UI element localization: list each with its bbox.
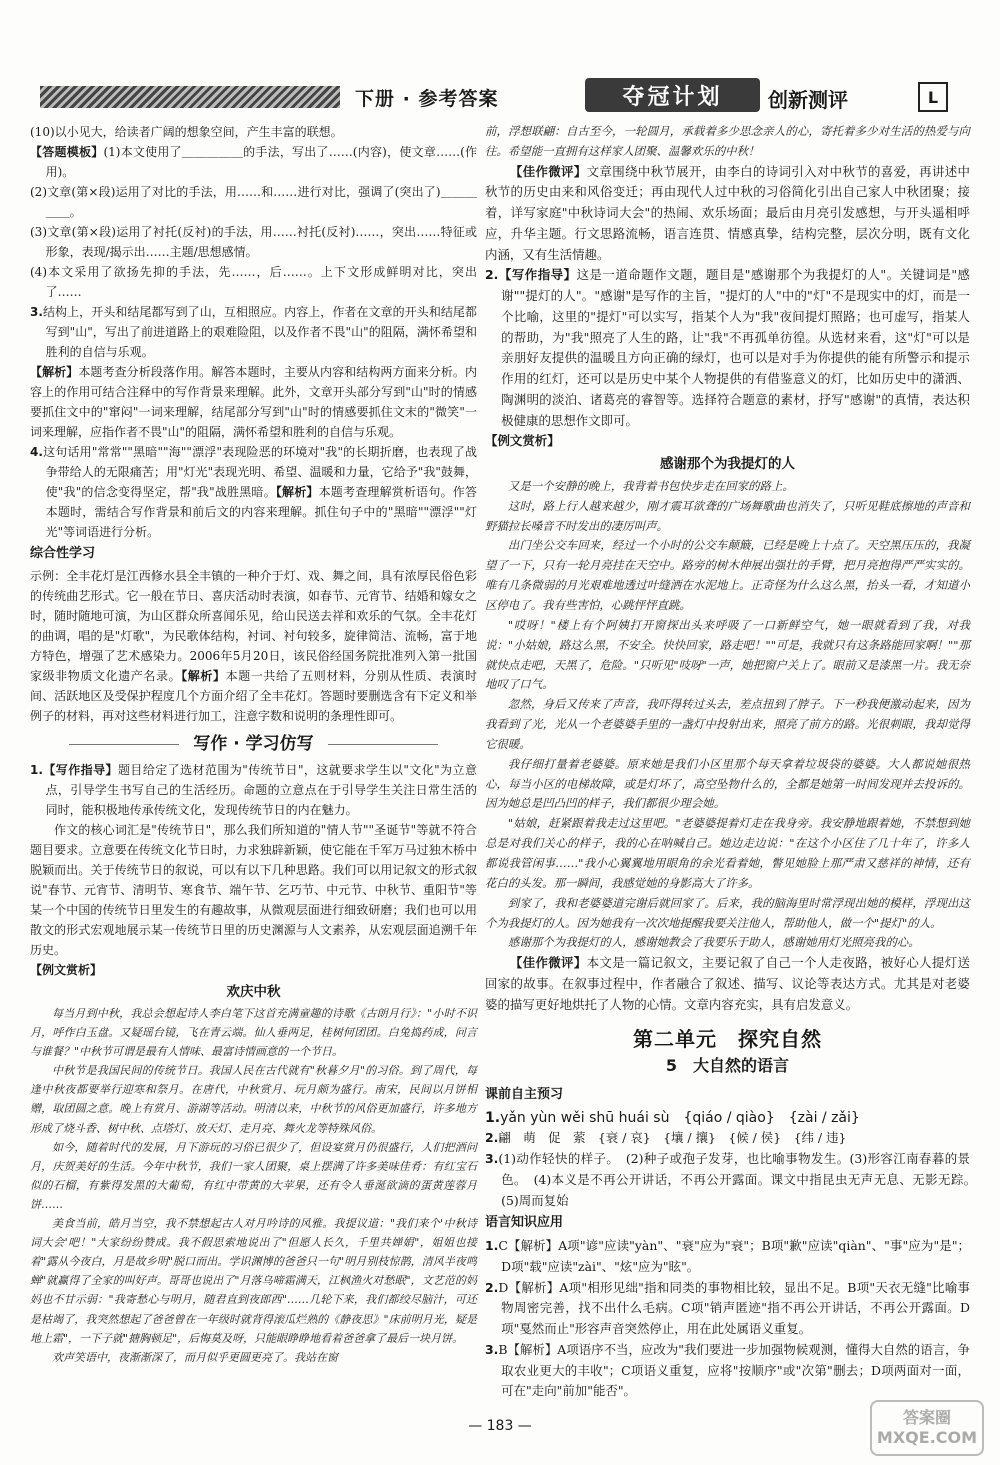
question-number: 1. — [30, 763, 43, 777]
essay-paragraph: "哎呀！"楼上有个阿姨打开窗探出头来呼吸了一口新鲜空气，她一眼就看到了我，对我说："小姑娘，路这么黑，不安全。快快回家，路走吧！""可是，我就只有这条路能回家啊！""那就快点走吧，天黑了，危险。"只听见"吱呀"一声，她把窗户关上了。眼前又是漆黑一片。我无奈地叹了口气。 — [485, 617, 970, 692]
tag-label: 【佳作微评】 — [509, 163, 587, 179]
watermark-url: MXQE.COM — [876, 1428, 978, 1447]
grade-mark: L — [918, 82, 948, 112]
essay-paragraph: 美食当前，皓月当空，我不禁想起古人对月吟诗的风雅。我提议道："我们来个'中秋诗词大会'吧！"大家纷纷赞成。我不假思索地说出了"但愿人长久，千里共婵娟"，姐姐也接着"露从今夜白，月是故乡明"脱口而出。学识渊博的爸爸只一句"明月别枝惊鹊，清风半夜鸣蝉"就赢得了全家的叫好声。哥哥也说出了"月落乌啼霜满天，江枫渔火对愁眠"，文艺范的妈妈也不甘示弱："我寄愁心与明月，随君直到夜郎西"……几轮下来，我们都绞尽脑汁，可还是枯竭了，我突然想起了爸爸曾在一年级时就背得滚瓜烂熟的《静夜思》"床前明月光，疑是地上霜"，一下子就"搪胸顿足"，后悔莫及呀，只能眼睁睁地看着爸爸拿了最后一块月饼。 — [30, 1217, 477, 1345]
essay-title: 欢庆中秋 — [226, 984, 281, 1000]
answer-item-4 — [30, 442, 477, 542]
question-number: 3. — [30, 305, 43, 319]
answer-paragraph: (4)本文采用了欲扬先抑的手法，先……，后……。上下文形成鲜明对比，突出了…… — [30, 265, 477, 299]
preview-heading: 课前自主预习 — [485, 1086, 564, 1102]
answer-text: yǎn yùn wěi shū huái sù {qiáo / qiào} {zài / zǎi} — [500, 1109, 860, 1126]
answer-text: 示例：全丰花灯是江西修水县全丰镇的一种介于灯、戏、舞之间，具有浓厚民俗色彩的传统曲艺形式。它一般在节日、喜庆活动时表演，如春节、元宵节、结婚和嫁女之时，随时随地可演，为山区群众所喜闻乐见，给山民送去祥和欢乐的气氛。全丰花灯的曲调，唱的是"灯歌"，为民歌体结构，衬词、衬句较多，旋律简洁、流畅，富于地方特色，增强了艺术感染力。2006年5月20日，该民俗经国务院批准列入第一批国家级非物质文化遗产名录。 — [30, 569, 477, 683]
essay-paragraph: 忽然，身后又传来了声音，我吓得转过头去，差点扭到了脖子。下一秒我便激动起来，因为我看到了光，光从一个老婆婆手里的一盏灯中投射出来，照亮了前方的路。光很刺眼，我却觉得它很暖。 — [485, 697, 970, 751]
essay-paragraph: 出门坐公交车回来，经过一个小时的公交车颠簸，已经是晚上十点了。天空黑压压的，我凝望了一下，只有一轮月亮挂在天空中。路旁的树木伸展出强壮的手臂，把月亮抱得严严实实的。唯有几条微弱的月光艰难地透过叶缝洒在水泥地上。正奇怪为什么这么黑，抬头一看，才知道小区停电了。我有些害怕，心跳怦怦直跳。 — [485, 538, 970, 612]
essay-paragraph: 欢声笑语中，夜渐渐深了，而月似乎更圆更亮了。我站在窗 — [52, 1350, 338, 1364]
answer-text: C【解析】A项"谚"应读"yàn"、"衰"应为"衰"；B项"歉"应读"qiàn"、"事"应为"是"；D项"载"应读"zài"、"炫"应为"眩"。 — [498, 1238, 970, 1274]
essay-paragraph: 感谢那个为我提灯的人，感谢她教会了我要乐于助人，感谢她用灯光照亮我的心。 — [507, 935, 920, 950]
essay-title: 感谢那个为我提灯的人 — [660, 456, 795, 473]
left-column — [30, 122, 477, 1367]
essay-paragraph: 如今，随着时代的发展，月下游玩的习俗已很少了，但设宴赏月仍很盛行，人们把酒问月，庆贺美好的生活。今年中秋节，我们一家人团聚，桌上摆满了许多美味佳肴：有红宝石似的石榴，有紫得发黑的大葡萄，有红中带黄的大苹果，还有令人垂涎欲滴的蛋黄莲蓉月饼…… — [30, 1140, 477, 1211]
header-stripe-decoration — [40, 86, 340, 108]
answer-text: 翩 萌 促 萦 {衰 / 哀} {壤 / 攘} {候 / 侯} {纬 / 违} — [498, 1130, 847, 1146]
preview-item-1 — [485, 1108, 970, 1129]
question-number: 2. — [485, 1279, 499, 1295]
comment-text: 本文是一篇记叙文，主要记叙了自己一个人走夜路，被好心人提灯送回家的故事。在叙事过程中，作者融合了叙述、描写、议论等表达方式。尤其是对老婆婆的描写更好地烘托了人物的心情。文章内容充实，具有启发意义。 — [485, 955, 970, 1012]
tag-label: 【解析】 — [181, 669, 226, 683]
essay-paragraph: 又是一个安静的晚上，我背着书包快步走在回家的路上。 — [507, 478, 794, 493]
page-number: — 183 — — [468, 1418, 532, 1434]
header-title: 下册 · 参考答案 — [355, 88, 499, 110]
answer-text: D【解析】A项"相形见绌"指和同类的事物相比较，显出不足。B项"天衣无缝"比喻事物周密完善，找不出什么毛病。C项"销声匿迹"指不再公开讲话，不再公开露面。D项"戛然而止"形容声音突然停止，用在此处属语义重复。 — [498, 1279, 970, 1337]
question-number: 2. — [485, 1130, 499, 1146]
question-number: 3. — [485, 1151, 499, 1167]
essay-body — [485, 122, 970, 162]
analysis-text: 本题一共给了五则材料，分别从性质、表演时间、活跃地区及受保护程度几个方面介绍了全丰花灯。答题时要删选含有下定义和举例子的材料，再对这些材料进行加工，注意字数和说明的条理性即可。 — [30, 669, 477, 723]
comment-text: 文章围绕中秋节展开，由李白的诗词引入对中秋节的喜爱，再讲述中秋节的历史由来和风俗变迁；再由现代人过中秋的习俗简化引出自己家人中秋团聚；接着，详写家庭"中秋诗词大会"的热闹、欢乐场面；最后由月亮引发感想，与开头遥相呼应，升华主题。行文思路流畅，语言连贯、情感真挚，结构完整，层次分明，既有文化内涵，又有生活情趣。 — [485, 163, 970, 262]
tag-label: 【佳作微评】 — [509, 955, 587, 971]
analysis-3 — [30, 362, 477, 442]
watermark-logo — [870, 1400, 984, 1456]
analysis-text: 本题考查分析段落作用。解答本题时，主要从内容和结构两方面来分析。内容上的作用可结合注释中的写作背景来理解。此外，文章开头部分写到"山"时的情感要抓住文中的"窜闷"一词来理解，结尾部分写到"山"时的情感要抓住文末的"微笑"一词来理解，应指作者不畏"山"的阻隔，满怀希望和胜利的自信与乐观。 — [30, 365, 477, 439]
answer-item-3 — [30, 302, 477, 362]
guide-paragraph: 作文的核心词汇是"传统节日"，那么我们所知道的"情人节""圣诞节"等就不符合题目要求。立意要在传统文化节日时，力求独辟新颖，使它能在千军万马过独木桥中脱颖而出。关于传统节日的叙说，可以有以下几种思路。我们可以用记叙文的形式叙说"春节、元宵节、清明节、寒食节、端午节、乞巧节、中元节、中秋节、重阳节"等某一个中国的传统节日里发生的有趣故事，从微观层面进行细致研磨；我们也可以用散文的形式宏观地展示某一传统节日里的历史渊源与人文素养，从宏观层面追溯千年历史。 — [30, 823, 477, 957]
header-subtitle: 创新测评 — [768, 88, 848, 112]
right-column — [485, 122, 983, 1402]
question-number: 2. — [485, 267, 499, 283]
essay-paragraph: 到家了，我和老婆婆道完谢后就回家了。后来，我的脑海里时常浮现出她的模样，浮现出这个为我提灯的人。因为她我有一次次地提醒我要关注他人，帮助他人，做一个"提灯"的人。 — [485, 895, 970, 930]
essay-paragraph: 前，浮想联翩：自古至今，一轮圆月，承载着多少思念亲人的心，寄托着多少对生活的热爱与向往。希望能一直拥有这样家人团聚、温馨欢乐的中秋！ — [485, 124, 970, 158]
tag-label: 【答题模板】 — [30, 145, 104, 159]
tag-label: 【写作指导】 — [42, 763, 118, 777]
writing-guide-1 — [30, 760, 477, 820]
answer-text: (1)动作轻快的样子。 (2)种子或孢子发芽，也比喻事物发生。(3)形容江南春暮的景色。 (4)本义是不再公开讲话，不再公开露面。课文中指昆虫无声无息、无影无踪。 (5)周而复始 — [498, 1151, 983, 1208]
question-number: 4. — [30, 445, 43, 459]
analysis-text: 本题考查理解赏析语句。作答本题时，需结合写作背景和前后文的内容来理解。抓住句子中的"黑暗""漂浮""灯光"等词语进行分析。 — [45, 485, 477, 539]
example-essay-tag: 【例文赏析】 — [30, 963, 103, 977]
answer-template — [30, 142, 477, 182]
tag-label: 【解析】 — [30, 365, 79, 379]
question-number: 1. — [485, 1238, 499, 1254]
guide-text: 题目给定了选材范围为"传统节日"，这就要求学生以"文化"为立意点，引导学生书写自己的生活经历。命题的立意点在于引导学生关注日常生活的同时，能积极地传承传统文化，发现传统节日的内在魅力。 — [45, 763, 477, 817]
language-application-heading: 语言知识应用 — [485, 1215, 564, 1231]
essay-body — [30, 1004, 477, 1367]
essay-comment — [485, 162, 970, 266]
page-header — [0, 78, 1000, 118]
guide-text: 这是一道命题作文题，题目是"感谢那个为我提灯的人"。关键词是"感谢""提灯的人"。"感谢"是写作的主旨，"提灯的人"中的"灯"不是现实中的灯，而是一个比喻，这里的"提灯"可以实写，指某个人为"我"夜间提灯照路；也可虚写，指某人的帮助，为"我"照亮了人生的路，让"我"不再孤单彷徨。从选材来看，这"灯"可以是亲朋好友提供的温暖且方向正确的绿灯，也可以是对手为你提供的能有所警示和提示作用的红灯，还可以是历史中某个人物提供的有借鉴意义的灯，比如历史中的潇洒、陶渊明的淡泊、诸葛亮的睿智等。选择符合题意的素材，抒写"感谢"的真情，表达积极健康的思想作文即可。 — [501, 267, 970, 428]
answer-text: (1)本文使用了＿＿＿＿＿的手法，写出了……(内容)，使文章……(作用)。 — [45, 145, 477, 179]
language-item-3 — [485, 1340, 970, 1402]
unit-title: 第二单元 探究自然 — [633, 1027, 822, 1052]
tag-label: 【写作指导】 — [498, 267, 577, 283]
language-item-2 — [485, 1278, 970, 1340]
essay-comment — [485, 953, 970, 1015]
answer-text: 结构上，开头和结尾都写到了山，互相照应。内容上，作者在文章的开头和结尾都写到"山"，写出了前进道路上的艰难险阻，以及作者不畏"山"的阻隔，满怀希望和胜利的自信与乐观。 — [42, 305, 477, 359]
essay-paragraph: 这时，路上行人越来越少，刚才震耳欲聋的广场舞歌曲也消失了，只听见鞋底擦地的声音和野猫拉长嗓音不时发出的凄厉叫声。 — [485, 498, 970, 533]
tag-label: 【解析】 — [275, 485, 319, 499]
answer-text: 这句话用"常常""黑暗""海""漂浮"表现险恶的环境对"我"的长期折磨，也表现了战争带给人的无限痛苦；用"灯光"表现光明、希望、温暖和力量，它给予"我"鼓舞，使"我"的信念变得坚定，帮"我"战胜黑暗。 — [42, 445, 477, 499]
essay-paragraph: 我仔细打量着老婆婆。原来她是我们小区里那个每天拿着垃圾袋的婆婆。大人都说她很热心，每当小区的电梯故障，或是灯坏了，高空坠物什么的，全都是她第一时间发现并去投诉的。因为她总是凹凸凹的样子，我们都很少理会她。 — [485, 756, 970, 811]
answer-paragraph: (10)以小见大，给读者广阔的想象空间，产生丰富的联想。 — [30, 125, 343, 139]
essay-paragraph: 中秋节是我国民间的传统节日。我国人民在古代就有"秋暮夕月"的习俗。到了周代，每逢中秋夜都要举行迎寒和祭月。在唐代，中秋赏月、玩月颇为盛行。南宋，民间以月饼相赠，取团圆之意。晚上有赏月、游湖等活动。明清以来，中秋节的风俗更加盛行，许多地方形成了烧斗香、树中秋、点塔灯、放天灯、走月亮、舞火龙等特殊风俗。 — [30, 1064, 477, 1135]
comprehensive-answer — [30, 566, 477, 726]
answer-paragraph: (3)文章(第×段)运用了衬托(反衬)的手法，用……衬托(反衬)……，突出……特征或形象，表现/揭示出……主题/思想感情。 — [30, 225, 477, 259]
question-number: 1. — [485, 1109, 501, 1126]
comprehensive-learning-heading: 综合性学习 — [30, 546, 96, 561]
example-essay-tag: 【例文赏析】 — [485, 433, 560, 449]
brand-logo: 夺冠计划 — [585, 78, 760, 112]
answer-paragraph: (2)文章(第×段)运用了对比的手法，用……和……进行对比，强调了(突出了)＿＿＿＿＿。 — [30, 185, 477, 219]
essay-paragraph: "姑娘，赶紧跟着我走过这里吧。"老婆婆提着灯走在我身旁。我安静地跟着她，不禁想到她总是对我们关心的样子，我的心在呐喊自己。她边走边说："在这个小区住了几十年了，许多人都说我管闲事……"我小心翼翼地用眼角的余光看着她，瞥见她脸上那严肃又慈祥的神情，还有花白的头发。那一瞬间，我感觉她的身影高大了许多。 — [485, 816, 970, 890]
question-number: 3. — [485, 1341, 499, 1357]
watermark-text: 答案圈 — [902, 1408, 951, 1427]
lesson-title: 5 大自然的语言 — [665, 1056, 790, 1076]
answer-text: B【解析】A项语序不当，应改为"我们要进一步加强物候观测，懂得大自然的语言，争取农业更大的丰收"；C项语义重复，应将"按顺序"或"次第"删去；D项两面对一面，可在"走向"前加"能否"。 — [498, 1341, 970, 1399]
essay-paragraph: 每当月到中秋，我总会想起诗人李白笔下这首充满童趣的诗歌《古朗月行》："小时不识月，呼作白玉盘。又疑瑶台镜，飞在青云端。仙人垂两足，桂树何团团。白兔捣药成，问言与谁餐？"中秋节可谓是最有人情味、最富诗情画意的一个节日。 — [30, 1007, 477, 1059]
essay-body — [485, 477, 970, 953]
language-item-1 — [485, 1236, 970, 1278]
writing-guide-2 — [485, 265, 970, 431]
writing-section-heading: 写作 · 学习仿写 — [30, 734, 477, 754]
preview-item-2 — [485, 1128, 970, 1149]
preview-item-3 — [485, 1149, 983, 1211]
